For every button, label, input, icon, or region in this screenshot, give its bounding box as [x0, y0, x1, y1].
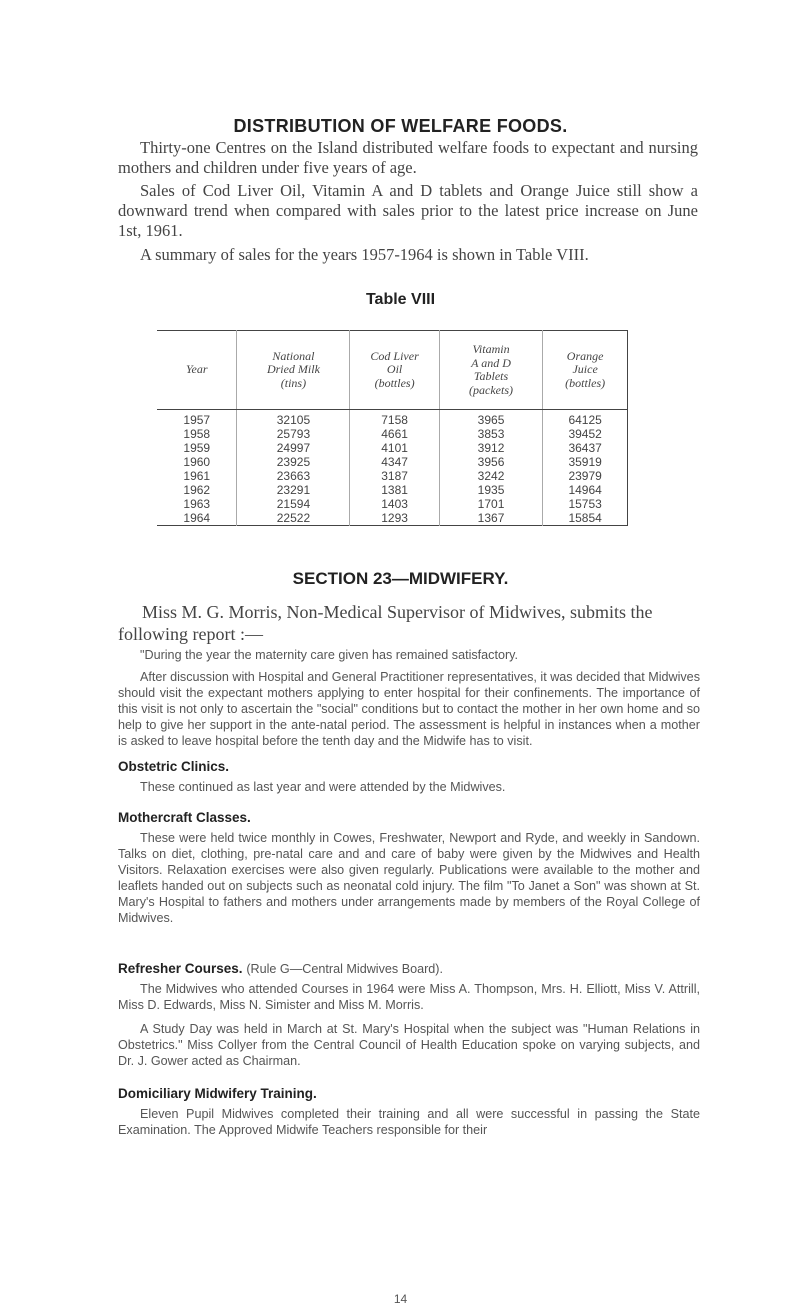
table-cell-year: 1962 [183, 483, 211, 497]
table-cell: 3912 [439, 441, 543, 455]
table-cell: 1935 [439, 483, 543, 497]
table-cell: 35919 [543, 455, 628, 469]
table-body [157, 410, 628, 526]
section-intro: Miss M. G. Morris, Non-Medical Supervisor of Midwives, submits the following report :— [118, 602, 653, 644]
table-header-line: (packets) [469, 382, 514, 397]
mothercraft-text: These were held twice monthly in Cowes, Freshwater, Newport and Ryde, and weekly in Sandown. Talks on diet, clothing, pre-natal care and and care of baby were given by the Midwives and Health Visitors. Relaxation exercises were also given regularly. Publications were available to the mother and leaflets handed out on subjects such as neonatal cold injury. The film "To Janet a Son" was shown at St. Mary's Hospital to fathers and mothers under arrangements made by members of the Royal College of Midwives. [118, 831, 700, 925]
table-row [157, 427, 628, 441]
table-header-line: (tins) [280, 375, 307, 390]
table-header-line: Tablets [473, 369, 509, 383]
table-cell: 1367 [439, 511, 543, 526]
welfare-foods-table [157, 330, 628, 526]
table-header-cell [157, 331, 237, 410]
table-cell-year: 1960 [183, 455, 211, 469]
table-cell: 4101 [350, 441, 439, 455]
paragraph-after-discussion: After discussion with Hospital and General Practitioner representatives, it was decided that Midwives should visit the expectant mothers applying to enter hospital for their confinements. The importance of this visit is not only to ascertain the "social" conditions but to contact the mother in her own home and so help to give her support in the ante-natal period. The assessment is helpful in instances when a mother is asked to leave hospital before the tenth day and the Midwife has to visit. [118, 670, 700, 748]
table-header-line: Dried Milk [266, 362, 320, 377]
table-cell: 1403 [350, 497, 439, 511]
table-row [157, 511, 628, 526]
domiciliary-text: Eleven Pupil Midwives completed their training and all were successful in passing the State Examination. The Approved Midwife Teachers responsible for their [118, 1107, 700, 1137]
mothercraft-heading: Mothercraft Classes. [118, 810, 251, 825]
table-cell: 7158 [350, 410, 439, 428]
refresher-rule: (Rule G—Central Midwives Board). [246, 962, 443, 976]
page-heading: DISTRIBUTION OF WELFARE FOODS. [233, 116, 568, 136]
table-cell: 39452 [543, 427, 628, 441]
table-cell: 15753 [543, 497, 628, 511]
table-row [157, 469, 628, 483]
domiciliary-heading: Domiciliary Midwifery Training. [118, 1086, 317, 1101]
refresher-heading [118, 961, 443, 976]
table-cell-year: 1963 [183, 497, 211, 511]
table-cell: 1381 [350, 483, 439, 497]
table-cell: 22522 [237, 511, 350, 526]
table-row [157, 441, 628, 455]
quote-open: "During the year the maternity care given has remained satisfactory. [140, 648, 519, 662]
page-number: 14 [393, 1292, 408, 1306]
table-header-line: (bottles) [374, 375, 415, 390]
table-row [157, 455, 628, 469]
table-cell-year: 1961 [183, 469, 211, 483]
table-header-line: National [272, 348, 315, 363]
table-cell-year: 1964 [183, 511, 211, 525]
table-cell: 3853 [439, 427, 543, 441]
table-header-line: Year [185, 362, 208, 377]
table-cell: 23979 [543, 469, 628, 483]
table-cell: 1293 [350, 511, 439, 526]
table-header-line: (bottles) [565, 375, 606, 390]
table-header-cell [350, 331, 439, 410]
table-cell: 1701 [439, 497, 543, 511]
refresher-text-study-day: A Study Day was held in March at St. Mary's Hospital when the subject was "Human Relations in Obstetrics." Miss Collyer from the Central Council of Health Education spoke on varying subjects, and Dr. J. Gower acted as Chairman. [118, 1022, 700, 1068]
table-cell: 21594 [237, 497, 350, 511]
table-cell: 24997 [237, 441, 350, 455]
obstetric-text: These continued as last year and were attended by the Midwives. [140, 780, 506, 794]
table-cell: 23925 [237, 455, 350, 469]
table-row [157, 497, 628, 511]
table-cell: 4661 [350, 427, 439, 441]
table-cell: 36437 [543, 441, 628, 455]
table-row [157, 410, 628, 428]
table-header-row [157, 331, 628, 410]
table-cell: 25793 [237, 427, 350, 441]
table-cell: 23663 [237, 469, 350, 483]
table-cell-year: 1957 [183, 413, 211, 427]
table-cell: 3965 [439, 410, 543, 428]
table-row [157, 483, 628, 497]
table-cell: 15854 [543, 511, 628, 526]
table-header-line: Vitamin [472, 342, 510, 356]
table-title: Table VIII [365, 291, 436, 308]
table-cell: 23291 [237, 483, 350, 497]
refresher-heading-title: Refresher Courses. [118, 961, 243, 976]
refresher-text-courses: The Midwives who attended Courses in 1964 were Miss A. Thompson, Mrs. H. Elliott, Miss V. Attrill, Miss D. Edwards, Miss N. Simister and Miss M. Morris. [118, 982, 700, 1012]
table-header-line: Cod Liver [370, 348, 419, 363]
paragraph-summary: A summary of sales for the years 1957-1964 is shown in Table VIII. [140, 245, 589, 264]
table-cell: 32105 [237, 410, 350, 428]
table-header-cell [439, 331, 543, 410]
table-cell-year: 1958 [183, 427, 211, 441]
section-heading: SECTION 23—MIDWIFERY. [292, 569, 509, 588]
table-cell: 14964 [543, 483, 628, 497]
table-cell: 3242 [439, 469, 543, 483]
table-header-line: Juice [572, 362, 598, 377]
table-header-line: A and D [471, 355, 511, 370]
table-header-cell [237, 331, 350, 410]
paragraph-sales-trend: Sales of Cod Liver Oil, Vitamin A and D tablets and Orange Juice still show a downward trend when compared with sales prior to the latest price increase on June 1st, 1961. [118, 181, 698, 240]
paragraph-centres: Thirty-one Centres on the Island distributed welfare foods to expectant and nursing mothers and children under five years of age. [118, 138, 698, 177]
table-header-line: Oil [386, 362, 403, 377]
obstetric-heading: Obstetric Clinics. [118, 759, 230, 774]
table-cell: 4347 [350, 455, 439, 469]
table-cell: 64125 [543, 410, 628, 428]
table-cell-year: 1959 [183, 441, 211, 455]
table-cell: 3956 [439, 455, 543, 469]
table-header-cell [543, 331, 628, 410]
table-cell: 3187 [350, 469, 439, 483]
table-header-line: Orange [566, 348, 604, 363]
